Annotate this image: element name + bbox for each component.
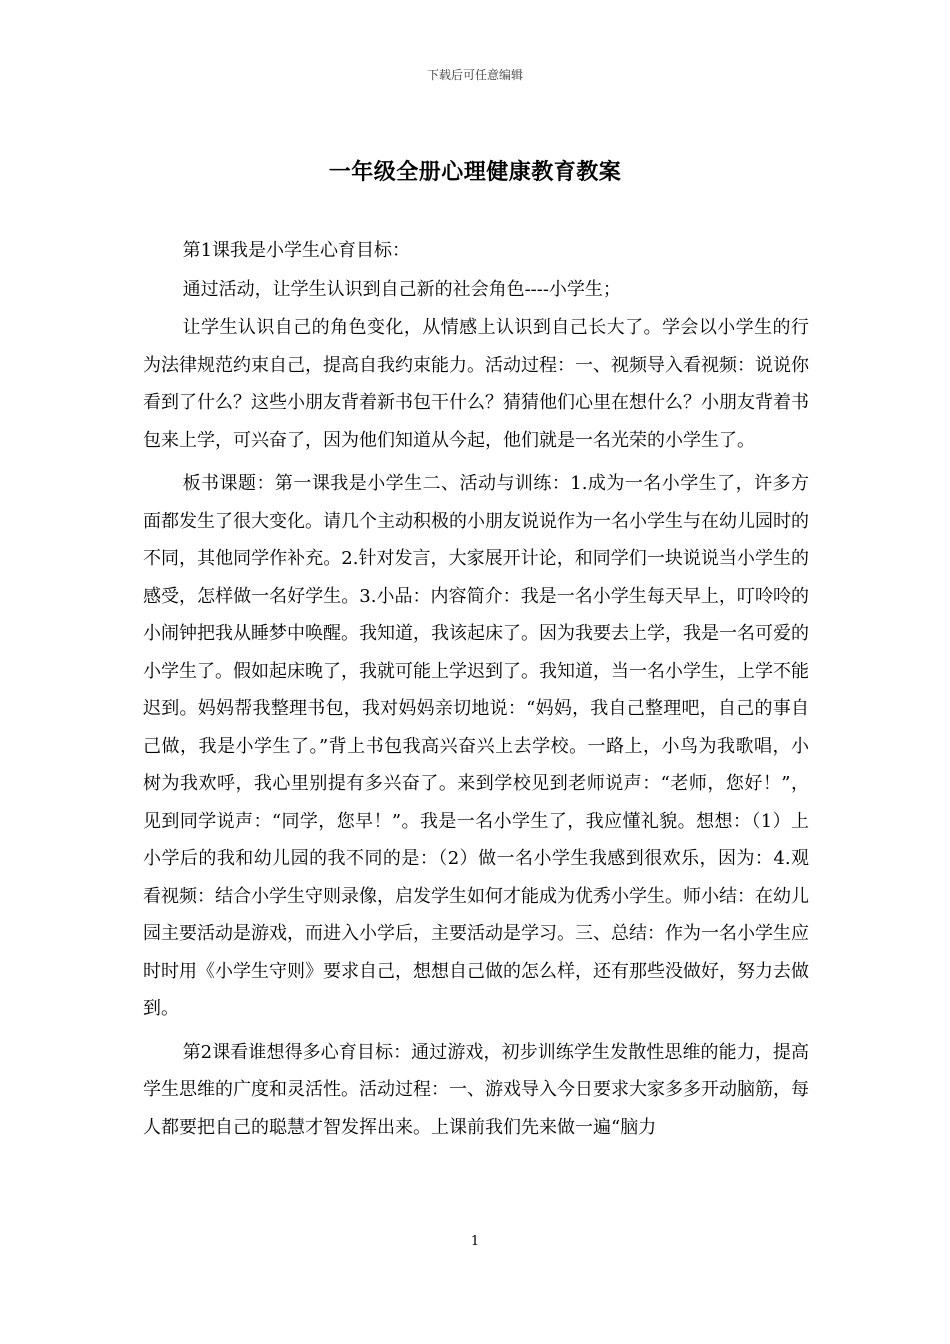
paragraph-lesson1-goal: 通过活动，让学生认识到自己新的社会角色----小学生； — [182, 278, 621, 300]
paragraph-lesson2-start: 第2课看谁想得多心育目标：通过游戏，初步训练学生发散性思维的能力，提高学生思维的广度和灵活性。活动过程：一、游戏导入今日要求大家多多开动脑筋，每人都要把自己的聪慧才智发挥出来。上课前我们先来做一遍“脑力 — [143, 1041, 809, 1138]
paragraph-lesson1-activities: 板书课题：第一课我是小学生二、活动与训练：1.成为一名小学生了，许多方面都发生了很大变化。请几个主动积极的小朋友说说作为一名小学生与在幼儿园时的不同，其他同学作补充。2.针对发言，大家展开计论，和同学们一块说说当小学生的感受，怎样做一名好学生。3.小品：内容简介：我是一名小学生每天早上，叮呤呤的小闹钟把我从睡梦中唤醒。我知道，我该起床了。因为我要去上学，我是一名可爱的小学生了。假如起床晚了，我就可能上学迟到了。我知道，当一名小学生，上学不能迟到。妈妈帮我整理书包，我对妈妈亲切地说：“妈妈，我自己整理吧，自己的事自己做，我是小学生了。”背上书包我高兴奋兴上去学校。一路上，小鸟为我歌唱，小树为我欢呼，我心里别提有多兴奋了。来到学校见到老师说声：“老师，您好！”，见到同学说声：“同学，您早！”。我是一名小学生了，我应懂礼貌。想想：（1）上小学后的我和幼儿园的我不同的是：（2）做一名小学生我感到很欢乐，因为：4.观看视频：结合小学生守则录像，启发学生如何才能成为优秀小学生。师小结：在幼儿园主要活动是游戏，而进入小学后，主要活动是学习。三、总结：作为一名小学生应时时用《小学生守则》要求自己，想想自己做的怎么样，还有那些没做好，努力去做到。 — [143, 473, 809, 1019]
page-header-note: 下载后可任意编辑 — [426, 68, 523, 82]
paragraph-lesson1-heading: 第1课我是小学生心育目标： — [182, 240, 411, 261]
page-number: 1 — [470, 1234, 480, 1249]
document-body — [143, 232, 809, 1146]
paragraph-lesson1-intro: 让学生认识自己的角色变化，从情感上认识到自己长大了。学会以小学生的行为法律规范约束自己，提高自我约束能力。活动过程：一、视频导入看视频：说说你看到了什么？这些小朋友背着新书包干什么？猜猜他们心里在想什么？小朋友背着书包来上学，可兴奋了，因为他们知道从今起，他们就是一名光荣的小学生了。 — [143, 317, 809, 451]
document-title: 一年级全册心理健康教育教案 — [328, 159, 622, 185]
